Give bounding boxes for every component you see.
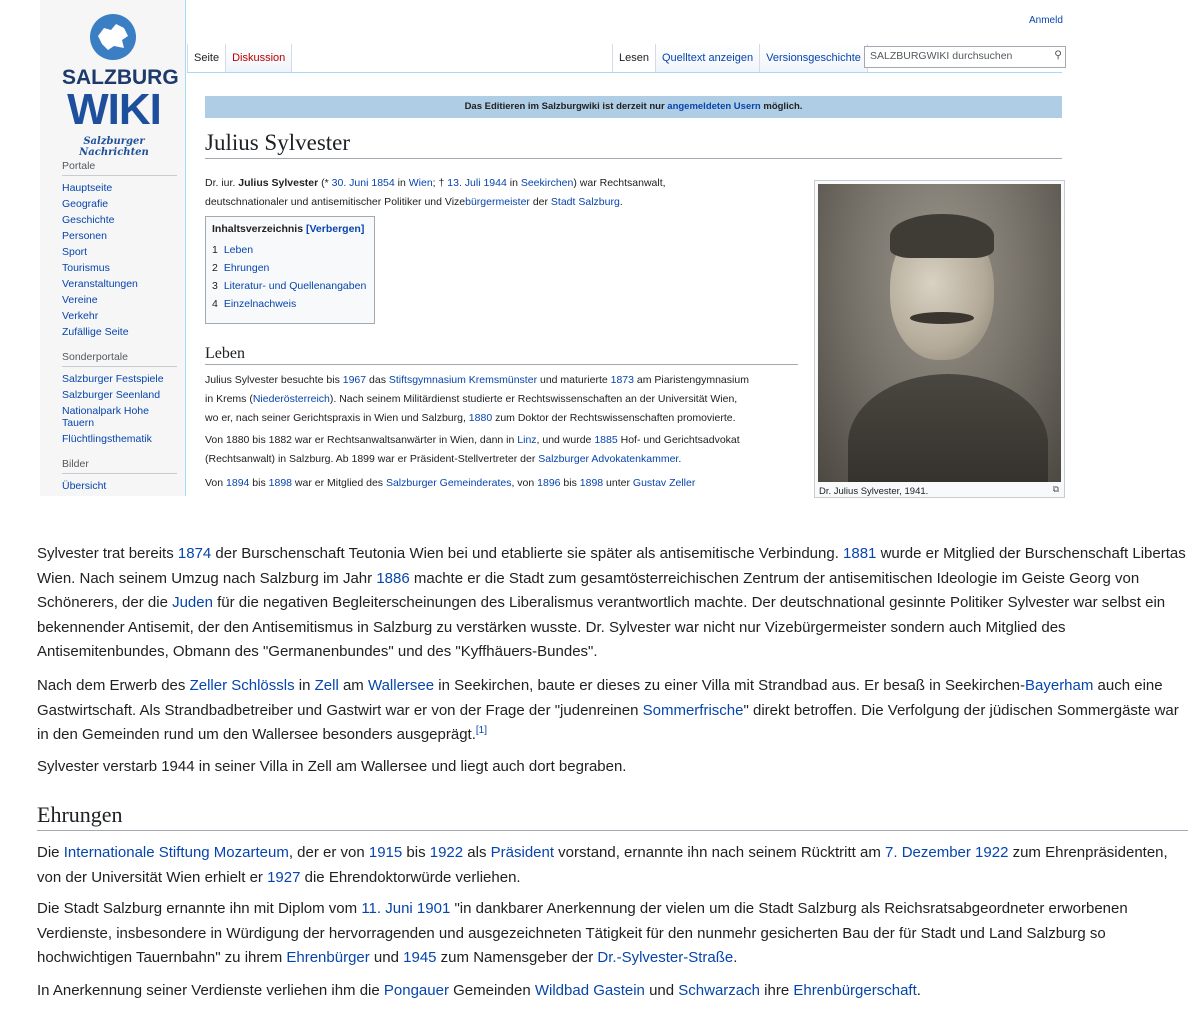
intro-paragraph: Dr. iur. Julius Sylvester (* 30. Juni 1854 in Wien; † 13. Juli 1944 in Seekirchen) war Rechtsanwalt, deutschnationaler und antisemitischer Politiker und Vizebürgermeister der Stadt Salzburg.	[205, 177, 666, 208]
link-kremsmuenster[interactable]: Stiftsgymnasium Kremsmünster	[388, 374, 538, 386]
link-zeller-schloessl[interactable]: Zeller Schlössls	[189, 677, 295, 694]
notice-link[interactable]: angemeldeten Usern	[667, 101, 761, 112]
sidebar-item-verkehr[interactable]: Verkehr	[62, 310, 99, 322]
sidebar-item-geschichte[interactable]: Geschichte	[62, 214, 115, 226]
login-link[interactable]: Anmeld	[1029, 15, 1063, 26]
toc-entry[interactable]: 3 Literatur- und Quellenangaben	[212, 280, 367, 292]
sonderportal-nav	[62, 351, 177, 449]
link-niederoesterreich[interactable]: Niederösterreich	[252, 393, 330, 405]
table-of-contents	[205, 216, 375, 324]
bilder-heading: Bilder	[62, 458, 177, 474]
sidebar-item-seenland[interactable]: Salzburger Seenland	[62, 389, 161, 401]
link-buergermeister[interactable]: bürgermeister	[465, 196, 530, 208]
link-1885[interactable]: 1885	[594, 434, 618, 446]
sonderportal-heading: Sonderportale	[62, 351, 177, 367]
link-1898b[interactable]: 1898	[579, 477, 604, 489]
link-1873[interactable]: 1873	[610, 374, 634, 386]
sidebar-item-sport[interactable]: Sport	[62, 246, 88, 258]
search-input[interactable]	[864, 46, 1066, 68]
sidebar-item-uebersicht[interactable]: Übersicht	[62, 480, 107, 492]
portrait-thumbnail	[814, 180, 1065, 498]
tab-seite[interactable]: Seite	[187, 44, 225, 72]
salzburgwiki-logo[interactable]	[60, 14, 179, 158]
logo-line1: SALZBURG	[62, 66, 179, 89]
toc-entry[interactable]: 1 Leben	[212, 244, 254, 256]
link-advokatenkammer[interactable]: Salzburger Advokatenkammer	[538, 453, 679, 465]
wiki-screenshot	[40, 0, 1070, 500]
sidebar-item-vereine[interactable]: Vereine	[62, 294, 98, 306]
link-1967[interactable]: 1967	[342, 374, 367, 386]
bilder-nav	[62, 458, 177, 496]
toc-title: Inhaltsverzeichnis [Verbergen]	[212, 223, 365, 235]
link-1945[interactable]: 1945	[403, 949, 437, 966]
link-1894[interactable]: 1894	[226, 477, 250, 489]
link-deathdate[interactable]: 13. Juli 1944	[447, 177, 507, 189]
link-1915[interactable]: 1915	[368, 844, 403, 861]
portrait-photo[interactable]	[818, 184, 1061, 482]
link-1922[interactable]: 1922	[429, 844, 464, 861]
logo-line2: WIKI	[67, 85, 161, 134]
link-wildbad-gastein[interactable]: Wildbad Gastein	[534, 982, 645, 999]
section-heading-ehrungen: Ehrungen	[37, 802, 1188, 831]
link-1874[interactable]: 1874	[177, 545, 212, 562]
sidebar-item-zufaellige-seite[interactable]: Zufällige Seite	[62, 326, 129, 338]
tab-diskussion[interactable]: Diskussion	[225, 44, 292, 72]
link-schwarzach[interactable]: Schwarzach	[678, 982, 760, 999]
sidebar	[40, 0, 186, 496]
link-1886[interactable]: 1886	[376, 569, 410, 587]
link-ehrenbuerger[interactable]: Ehrenbürger	[286, 949, 370, 966]
tab-divider	[187, 72, 1062, 73]
link-zell[interactable]: Zell	[314, 677, 339, 694]
link-birthdate[interactable]: 30. Juni 1854	[331, 177, 395, 189]
link-gustav-zeller[interactable]: Gustav Zeller	[632, 477, 696, 489]
photo-caption: Dr. Julius Sylvester, 1941.	[819, 486, 929, 497]
sidebar-item-veranstaltungen[interactable]: Veranstaltungen	[62, 278, 138, 290]
notice-text: Das Editieren im Salzburgwiki ist derzeit nur	[464, 101, 668, 112]
link-mozarteum[interactable]: Internationale Stiftung Mozarteum	[63, 844, 289, 861]
link-gemeinderat[interactable]: Salzburger Gemeinderates	[385, 477, 512, 489]
link-1898[interactable]: 1898	[268, 477, 293, 489]
link-juden[interactable]: Juden	[172, 594, 213, 611]
sidebar-item-hauptseite[interactable]: Hauptseite	[62, 182, 113, 194]
sidebar-item-nationalpark[interactable]: Nationalpark Hohe Tauern	[62, 405, 149, 429]
link-stadt-salzburg[interactable]: Stadt Salzburg	[550, 196, 620, 208]
view-tabs	[612, 44, 868, 72]
ehrungen-paragraph-3: In Anerkennung seiner Verdienste verliehen ihm die Pongauer Gemeinden Wildbad Gastein und Schwarzach ihre Ehrenbürgerschaft.	[37, 982, 921, 999]
search-placeholder: SALZBURGWIKI durchsuchen	[870, 50, 1013, 62]
link-pongauer[interactable]: Pongauer	[383, 982, 449, 999]
link-sommerfrische[interactable]: Sommerfrische	[642, 701, 744, 719]
link-11-juni-1901[interactable]: 11. Juni 1901	[361, 900, 451, 917]
globe-icon	[90, 14, 136, 60]
link-linz[interactable]: Linz	[517, 434, 537, 446]
sidebar-item-fluechtlinge[interactable]: Flüchtlingsthematik	[62, 433, 152, 445]
sidebar-item-geografie[interactable]: Geografie	[62, 198, 109, 210]
link-7-dezember-1922[interactable]: 7. Dezember 1922	[885, 844, 1009, 861]
link-seekirchen[interactable]: Seekirchen	[520, 177, 574, 189]
link-1881[interactable]: 1881	[843, 545, 877, 562]
logo-line3: Salzburger Nachrichten	[79, 136, 149, 158]
magnify-icon[interactable]: ⧉	[1052, 484, 1059, 494]
article-paragraph-3: Sylvester verstarb 1944 in seiner Villa in Zell am Wallersee und liegt auch dort begraben.	[37, 758, 627, 775]
ehrungen-paragraph-2: Die Stadt Salzburg ernannte ihn mit Diplom vom 11. Juni 1901 "in dankbarer Anerkennung der vielen um die Stadt Salzburg als Reichsratsabgeordneter erworbenen Verdienste, insbesondere in Würdigung der hervorragenden und ausgezeichneten Tätigkeit für den nunmehr gesicherten Bau der für Stadt und Land Salzburg so hochwichtigen Tauernbahn" zu ihrem Ehrenbürger und 1945 zum Namensgeber der Dr.-Sylvester-Straße.	[37, 900, 1128, 966]
link-1896[interactable]: 1896	[537, 477, 561, 489]
leben-paragraph-1: Julius Sylvester besuchte bis 1967 das Stiftsgymnasium Kremsmünster und maturierte 1873 am Piaristengymnasium in Krems (Niederösterreich). Nach seinem Militärdienst studierte er Rechtswissenschaften an der Universität Wien, wo er, nach seiner Gerichtspraxis in Wien und Salzburg, 1880 zum Doktor der Rechtswissenschaften promovierte.	[205, 374, 749, 424]
link-1927[interactable]: 1927	[267, 868, 301, 886]
article-paragraph-1: Sylvester trat bereits 1874 der Burschenschaft Teutonia Wien bei und etablierte sie später als antisemitische Verbindung. 1881 wurde er Mitglied der Burschenschaft Libertas Wien. Nach seinem Umzug nach Salzburg im Jahr 1886 machte er die Stadt zum gesamtösterreichischen Zentrum der antisemitischen Ideologie im Geiste Georg von Schönerers, der die Juden für die negativen Begleiterscheinungen des Liberalismus verantwortlich machte. Der deutschnational gesinnte Politiker Sylvester war selbst ein bekennender Antisemit, der den Antisemitismus in Salzburg zu verstärken wusste. Dr. Sylvester war nicht nur Vizebürgermeister sondern auch Mitglied des Antisemitenbundes, Obmann des "Germanenbundes" und des "Kyffhäuers-Bundes".	[37, 545, 1186, 660]
portal-nav	[62, 160, 177, 342]
sidebar-item-tourismus[interactable]: Tourismus	[62, 262, 110, 274]
leben-paragraph-2: Von 1880 bis 1882 war er Rechtsanwaltsanwärter in Wien, dann in Linz, und wurde 1885 Hof- und Gerichtsadvokat (Rechtsanwalt) in Salzburg. Ab 1899 war er Präsident-Stellvertreter der Salzburger Advokatenkammer.	[205, 434, 740, 465]
link-praesident[interactable]: Präsident	[490, 844, 555, 861]
tab-quelltext[interactable]: Quelltext anzeigen	[655, 44, 759, 72]
footnote-ref[interactable]: [1]	[475, 725, 488, 736]
link-1880[interactable]: 1880	[468, 412, 493, 424]
toc-toggle[interactable]: [Verbergen]	[305, 223, 365, 235]
toc-entry[interactable]: 4 Einzelnachweis	[212, 298, 297, 310]
link-ehrenbuergerschaft[interactable]: Ehrenbürgerschaft	[793, 982, 917, 999]
namespace-tabs	[187, 44, 292, 72]
sidebar-item-personen[interactable]: Personen	[62, 230, 107, 242]
link-wallersee[interactable]: Wallersee	[367, 677, 435, 694]
article-paragraph-2: Nach dem Erwerb des Zeller Schlössls in Zell am Wallersee in Seekirchen, baute er dieses zu einer Villa mit Strandbad aus. Er besaß in Seekirchen-Bayerham auch eine Gastwirtschaft. Als Strandbadbetreiber und Gastwirt war er von der Frage der "judenreinen Sommerfrische" direkt betroffen. Die Verfolgung der jüdischen Sommergäste war in den Gemeinden rund um den Wallersee besonders ausgeprägt.[1]	[37, 677, 1179, 743]
page-title: Julius Sylvester	[205, 130, 1062, 159]
toc-entry[interactable]: 2 Ehrungen	[212, 262, 270, 274]
notice-text-end: möglich.	[760, 101, 803, 112]
ehrungen-paragraph-1: Die Internationale Stiftung Mozarteum, der er von 1915 bis 1922 als Präsident vorstand, ernannte ihn nach seinem Rücktritt am 7. Dezember 1922 zum Ehrenpräsidenten, von der Universität Wien erhielt er 1927 die Ehrendoktorwürde verliehen.	[37, 844, 1168, 886]
link-bayerham[interactable]: Bayerham	[1025, 677, 1094, 694]
section-heading-leben: Leben	[205, 345, 798, 365]
leben-paragraph-3: Von 1894 bis 1898 war er Mitglied des Salzburger Gemeinderates, von 1896 bis 1898 unter Gustav Zeller	[205, 477, 696, 489]
tab-versionsgeschichte[interactable]: Versionsgeschichte	[759, 44, 868, 72]
link-wien[interactable]: Wien	[408, 177, 433, 189]
tab-lesen[interactable]: Lesen	[612, 44, 655, 72]
sidebar-item-festspiele[interactable]: Salzburger Festspiele	[62, 373, 164, 385]
link-sylvester-strasse[interactable]: Dr.-Sylvester-Straße	[597, 949, 734, 966]
portal-heading: Portale	[62, 160, 177, 176]
edit-notice	[205, 96, 1062, 118]
search-icon[interactable]: ⚲	[1054, 49, 1062, 61]
